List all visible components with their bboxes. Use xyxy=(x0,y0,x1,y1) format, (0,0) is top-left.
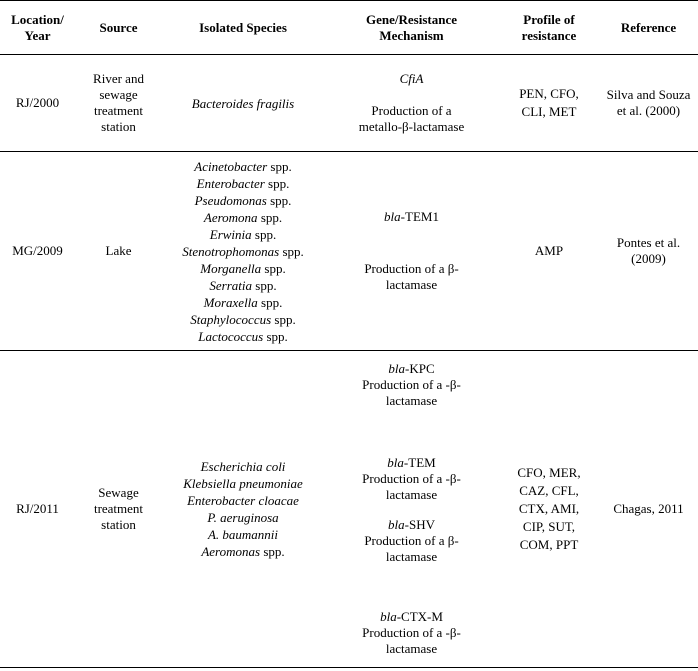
species-item: Enterobacter cloacae xyxy=(187,493,299,508)
species-item: Morganella spp. xyxy=(200,260,286,276)
profile-line: CTX, AMI, xyxy=(518,501,580,516)
cell-species xyxy=(162,55,324,152)
species-item: Aeromonas spp. xyxy=(201,544,285,559)
source-line: station xyxy=(101,119,136,134)
source-line: station xyxy=(101,517,136,532)
cell-mechanism xyxy=(324,152,499,351)
species-item: Stenotrophomonas spp. xyxy=(182,243,304,259)
cell-location-year: RJ/2011 xyxy=(0,351,75,668)
header-species: Isolated Species xyxy=(162,1,324,55)
species-item: Erwinia spp. xyxy=(209,226,277,242)
header-location-year xyxy=(0,1,75,55)
mechanism-desc: lactamase xyxy=(385,393,438,408)
table-row xyxy=(0,55,698,152)
header-location-year-line1: Location/ xyxy=(11,11,64,27)
mechanism-item xyxy=(326,71,497,135)
header-mechanism-line2: Mechanism xyxy=(379,27,444,43)
cell-source xyxy=(75,55,162,152)
header-profile-line1: Profile of xyxy=(523,11,575,27)
gene-name: bla-KPC xyxy=(388,361,435,376)
cell-reference xyxy=(599,152,698,351)
mechanism-item xyxy=(326,361,497,409)
header-profile xyxy=(499,1,599,55)
table-header-row xyxy=(0,1,698,55)
source-line: treatment xyxy=(93,103,144,118)
reference-line: et al. (2000) xyxy=(616,103,681,118)
reference-line: Pontes et al. xyxy=(616,235,681,250)
source-line: River and xyxy=(93,71,144,86)
species-item: Moraxella spp. xyxy=(203,294,283,310)
header-source: Source xyxy=(75,1,162,55)
reference-line: Chagas, 2011 xyxy=(613,501,684,516)
source-line: Sewage xyxy=(98,485,139,500)
mechanism-desc: Production of a xyxy=(371,103,452,118)
table-row xyxy=(0,351,698,668)
cell-reference xyxy=(599,351,698,668)
species-item: Lactococcus spp. xyxy=(198,328,288,344)
mechanism-desc: lactamase xyxy=(385,277,438,292)
gene-name: CfiA xyxy=(399,71,424,86)
species-item: P. aeruginosa xyxy=(207,510,279,525)
species-item: Enterobacter spp. xyxy=(196,175,290,191)
mechanism-desc: Production of a -β- xyxy=(362,377,461,392)
mechanism-desc: Production of a -β- xyxy=(362,471,461,486)
species-item: Pseudomonas spp. xyxy=(194,192,292,208)
mechanism-item xyxy=(326,209,497,293)
mechanism-item xyxy=(326,517,497,565)
source-line: Lake xyxy=(105,243,132,258)
species-item: Serratia spp. xyxy=(209,277,277,293)
cell-source xyxy=(75,351,162,668)
cell-source xyxy=(75,152,162,351)
cell-mechanism xyxy=(324,351,499,668)
source-line: sewage xyxy=(99,87,138,102)
cell-species xyxy=(162,152,324,351)
mechanism-desc: metallo-β-lactamase xyxy=(358,119,465,134)
profile-line: AMP xyxy=(534,243,564,258)
mechanism-item xyxy=(326,455,497,503)
species-item: Acinetobacter spp. xyxy=(194,158,292,174)
cell-mechanism xyxy=(324,55,499,152)
header-mechanism xyxy=(324,1,499,55)
reference-line: Silva and Souza xyxy=(606,87,691,102)
species-item: Bacteroides fragilis xyxy=(191,95,295,111)
gene-name: bla-TEM xyxy=(387,455,436,470)
species-item: Staphylococcus spp. xyxy=(190,311,296,327)
species-item: Klebsiella pneumoniae xyxy=(183,476,303,491)
profile-line: CLI, MET xyxy=(521,104,577,119)
mechanism-desc: lactamase xyxy=(385,549,438,564)
header-reference: Reference xyxy=(599,1,698,55)
species-item: Escherichia coli xyxy=(200,459,286,474)
mechanism-desc: Production of a β- xyxy=(364,533,459,548)
mechanism-desc: lactamase xyxy=(385,487,438,502)
gene-name: bla-CTX-M xyxy=(380,609,443,624)
header-mechanism-line1: Gene/Resistance xyxy=(366,11,457,27)
profile-line: PEN, CFO, xyxy=(519,86,579,101)
reference-line: (2009) xyxy=(631,251,666,266)
species-item: Aeromona spp. xyxy=(203,209,283,225)
cell-profile xyxy=(499,351,599,668)
mechanism-desc: Production of a -β- xyxy=(362,625,461,640)
profile-line: CIP, SUT, xyxy=(522,519,576,534)
species-item: A. baumannii xyxy=(207,527,279,542)
profile-line: COM, PPT xyxy=(519,537,579,552)
table-row xyxy=(0,152,698,351)
mechanism-desc: lactamase xyxy=(385,641,438,656)
cell-reference xyxy=(599,55,698,152)
gene-name: bla-SHV xyxy=(388,517,435,532)
cell-location-year: MG/2009 xyxy=(0,152,75,351)
source-line: treatment xyxy=(93,501,144,516)
cell-species xyxy=(162,351,324,668)
header-profile-line2: resistance xyxy=(521,27,577,43)
profile-line: CAZ, CFL, xyxy=(519,483,579,498)
cell-profile xyxy=(499,55,599,152)
profile-line: CFO, MER, xyxy=(517,465,581,480)
gene-name: bla-TEM1 xyxy=(384,209,439,224)
mechanism-item xyxy=(326,609,497,657)
cell-profile xyxy=(499,152,599,351)
mechanism-desc: Production of a β- xyxy=(364,261,459,276)
header-location-year-line2: Year xyxy=(24,27,51,43)
cell-location-year: RJ/2000 xyxy=(0,55,75,152)
